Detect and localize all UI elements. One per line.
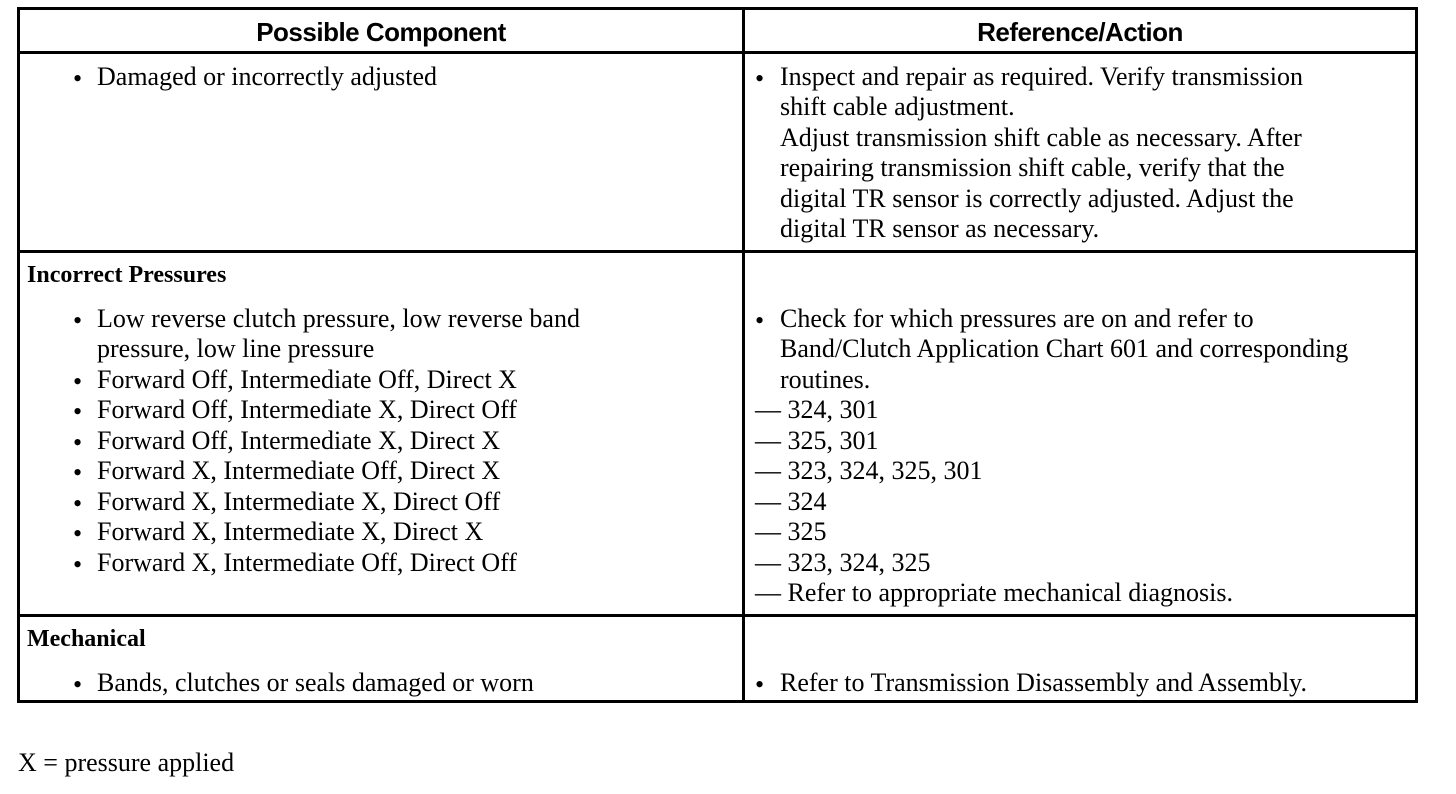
action-line: Inspect and repair as required. Verify transmission bbox=[780, 62, 1303, 91]
component-item: Forward X, Intermediate X, Direct X bbox=[97, 517, 484, 546]
bullet: • bbox=[755, 64, 765, 93]
component-item: Forward X, Intermediate Off, Direct Off bbox=[97, 548, 517, 577]
bullet: • bbox=[73, 519, 83, 548]
routine-ref: — 324 bbox=[755, 487, 827, 516]
component-item: Low reverse clutch pressure, low reverse band bbox=[97, 304, 580, 333]
action-line: routines. bbox=[780, 365, 871, 394]
action-line: Adjust transmission shift cable as necessary. After bbox=[780, 123, 1302, 152]
routine-ref: — Refer to appropriate mechanical diagnosis. bbox=[755, 578, 1233, 607]
bullet: • bbox=[73, 550, 83, 579]
bullet: • bbox=[73, 397, 83, 426]
bullet: • bbox=[73, 670, 83, 699]
section-heading-mechanical: Mechanical bbox=[27, 626, 146, 652]
section-heading-incorrect-pressures: Incorrect Pressures bbox=[27, 262, 227, 288]
bullet: • bbox=[73, 64, 83, 93]
bullet: • bbox=[73, 489, 83, 518]
bullet: • bbox=[73, 306, 83, 335]
component-item: Forward Off, Intermediate X, Direct Off bbox=[97, 395, 517, 424]
header-reference-action: Reference/Action bbox=[977, 16, 1183, 47]
component-item-continued: pressure, low line pressure bbox=[97, 334, 375, 363]
routine-ref: — 323, 324, 325 bbox=[755, 548, 931, 577]
routine-ref: — 325, 301 bbox=[755, 426, 879, 455]
component-item: Forward X, Intermediate Off, Direct X bbox=[97, 456, 501, 485]
diagnosis-table bbox=[17, 7, 1418, 703]
action-line: repairing transmission shift cable, verify that the bbox=[780, 153, 1285, 182]
header-possible-component: Possible Component bbox=[256, 16, 506, 47]
action-line: digital TR sensor is correctly adjusted. Adjust the bbox=[780, 184, 1294, 213]
action-line: Refer to Transmission Disassembly and Assembly. bbox=[780, 668, 1307, 697]
row-divider-2 bbox=[20, 614, 1415, 617]
component-item: Forward X, Intermediate X, Direct Off bbox=[97, 487, 501, 516]
component-item: Forward Off, Intermediate X, Direct X bbox=[97, 426, 501, 455]
component-item: Damaged or incorrectly adjusted bbox=[97, 62, 438, 91]
component-item: Forward Off, Intermediate Off, Direct X bbox=[97, 365, 517, 394]
bullet: • bbox=[755, 670, 765, 699]
row-divider-1 bbox=[20, 250, 1415, 253]
routine-ref: — 324, 301 bbox=[755, 395, 879, 424]
routine-ref: — 323, 324, 325, 301 bbox=[755, 456, 983, 485]
column-divider bbox=[742, 10, 745, 700]
action-line: Band/Clutch Application Chart 601 and corresponding bbox=[780, 334, 1349, 363]
bullet: • bbox=[73, 367, 83, 396]
component-item: Bands, clutches or seals damaged or worn bbox=[97, 668, 534, 697]
bullet: • bbox=[755, 306, 765, 335]
routine-ref: — 325 bbox=[755, 517, 827, 546]
action-line: digital TR sensor as necessary. bbox=[780, 214, 1100, 243]
footnote-legend: X = pressure applied bbox=[18, 748, 235, 777]
action-line: shift cable adjustment. bbox=[780, 92, 1015, 121]
bullet: • bbox=[73, 458, 83, 487]
bullet: • bbox=[73, 428, 83, 457]
action-line: Check for which pressures are on and refer to bbox=[780, 304, 1254, 333]
